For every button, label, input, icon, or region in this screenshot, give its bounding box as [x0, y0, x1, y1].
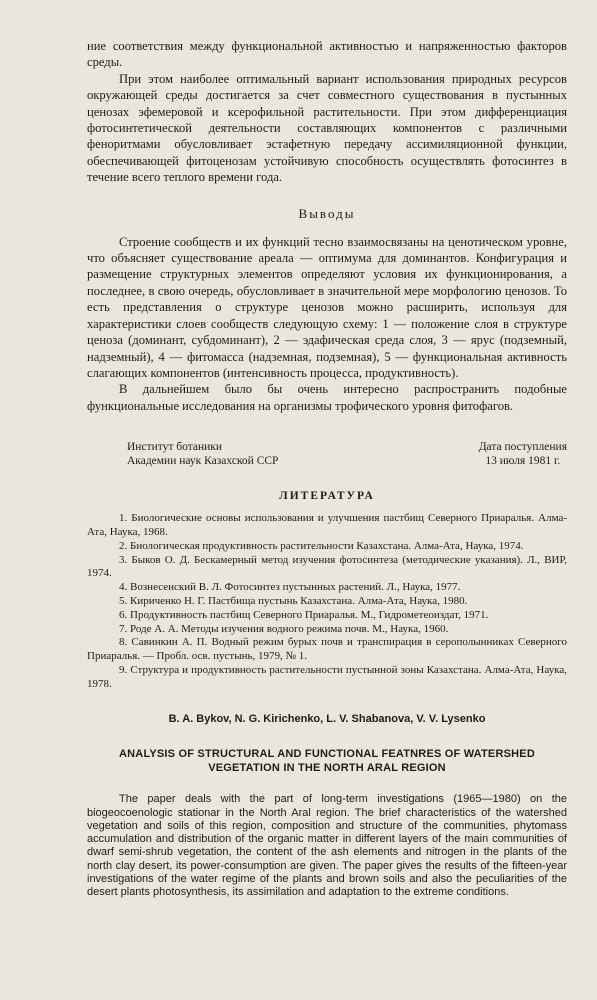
intro-paragraph-1: ние соответствия между функциональной активностью и напряженностью факторов среды.	[87, 39, 567, 70]
institute-affiliation	[87, 440, 278, 468]
english-title: ANALYSIS OF STRUCTURAL AND FUNCTIONAL FEATNRES OF WATERSHED VEGETATION IN THE NORTH ARAL REGION	[119, 748, 535, 775]
reference-list	[87, 512, 567, 691]
signature-block	[87, 440, 567, 468]
reference-item: 5. Кириченко Н. Г. Пастбища пустынь Казахстана. Алма-Ата, Наука, 1980.	[119, 594, 468, 607]
received-line-2: 13 июля 1981 г.	[485, 455, 561, 468]
literature-heading: ЛИТЕРАТУРА	[279, 490, 375, 503]
conclusions-paragraph-1: Строение сообществ и их функций тесно взаимосвязаны на ценотическом уровне, что объясняет существование ареала — оптимума для доминантов. Конфигурация и размещение структурных элементов определяют условия их функционирования, а последнее, в свою очередь, обусловливает в значительной мере морфологию ценозов. То есть представления о структуре ценозов можно расширить, используя для характеристики слоев сообществ следующую схему: 1 — положение слоя в структуре ценоза (доминант, субдоминант), 2 — эдафическая среда слоя, 3 — ярус (подземный, надземный), 4 — фитомасса (надземная, подземная), 5 — функциональная активность слагающих компонентов (интенсивность процесса, продуктивность).	[87, 234, 567, 380]
conclusions-heading: Выводы	[298, 205, 356, 221]
reference-item: 2. Биологическая продуктивность растительности Казахстана. Алма-Ата, Наука, 1974.	[119, 539, 524, 552]
reference-item: 8. Савинкин А. П. Водный режим бурых почв и транспирация в серополынниках Северного Приаралья. — Пробл. осв. пустынь, 1979, № 1.	[87, 636, 567, 663]
english-authors: B. A. Bykov, N. G. Kirichenko, L. V. Shabanova, V. V. Lysenko	[168, 713, 486, 726]
reference-item: 7. Роде А. А. Методы изучения водного режима почв. М., Наука, 1960.	[119, 622, 449, 635]
reference-item: 9. Структура и продуктивность растительности пустынной зоны Казахстана. Алма-Ата, Наука, 1978.	[87, 663, 567, 690]
reference-item: 1. Биологические основы использования и улучшения пастбищ Северного Приаралья. Алма-Ата, Наука, 1968.	[87, 512, 567, 538]
reference-item: 4. Вознесенский В. Л. Фотосинтез пустынных растений. Л., Наука, 1977.	[119, 581, 461, 594]
reference-item: 3. Быков О. Д. Бескамерный метод изучения фотосинтеза (методические указания). Л., ВИР, 1974.	[87, 553, 567, 580]
reference-item: 6. Продуктивность пастбищ Северного Приаралья. М., Гидрометеоиздат, 1971.	[119, 608, 489, 621]
received-line-1: Дата поступления	[478, 441, 567, 454]
institute-line-1: Институт ботаники	[127, 441, 223, 454]
institute-line-2: Академии наук Казахской ССР	[127, 455, 279, 468]
conclusions-paragraph-2: В дальнейшем было бы очень интересно распространить подобные функциональные исследования на организмы трофического уровня фитофагов.	[87, 382, 567, 413]
intro-paragraph-2: При этом наиболее оптимальный вариант использования природных ресурсов окружающей среды достигается за счет совместного существования в пустынных ценозах эфемеровой и ксерофильной растительности. При этом дифференциация фотосинтетической деятельности составляющих компонентов с различными феноритмами обусловливает эстафетную передачу ассимиляционной функции, обеспечивающей фитоценозам устойчивую способность осуществлять фотосинтез в течение всего теплого времени года.	[87, 71, 567, 185]
received-date	[479, 440, 567, 468]
english-abstract: The paper deals with the part of long-term investigations (1965—1980) on the biogeocoenologic stationar in the North Aral region. The brief characteristics of the watershed vegetation and soils of this region, composition and structure of the communities, phytomass accumulation and distribution of the organic matter in different layers of the main communities of dwarf semi-shrub vegetation, the content of the ash elements and nitrogen in the plants of the north clay desert, its power-consumption are given. The paper gives the results of the fifteen-year investigations of the water regime of the plants and brown soils and also the peculiarities of the desert plants photosynthesis, its assimilation and adaptation to the extreme conditions.	[87, 793, 567, 898]
